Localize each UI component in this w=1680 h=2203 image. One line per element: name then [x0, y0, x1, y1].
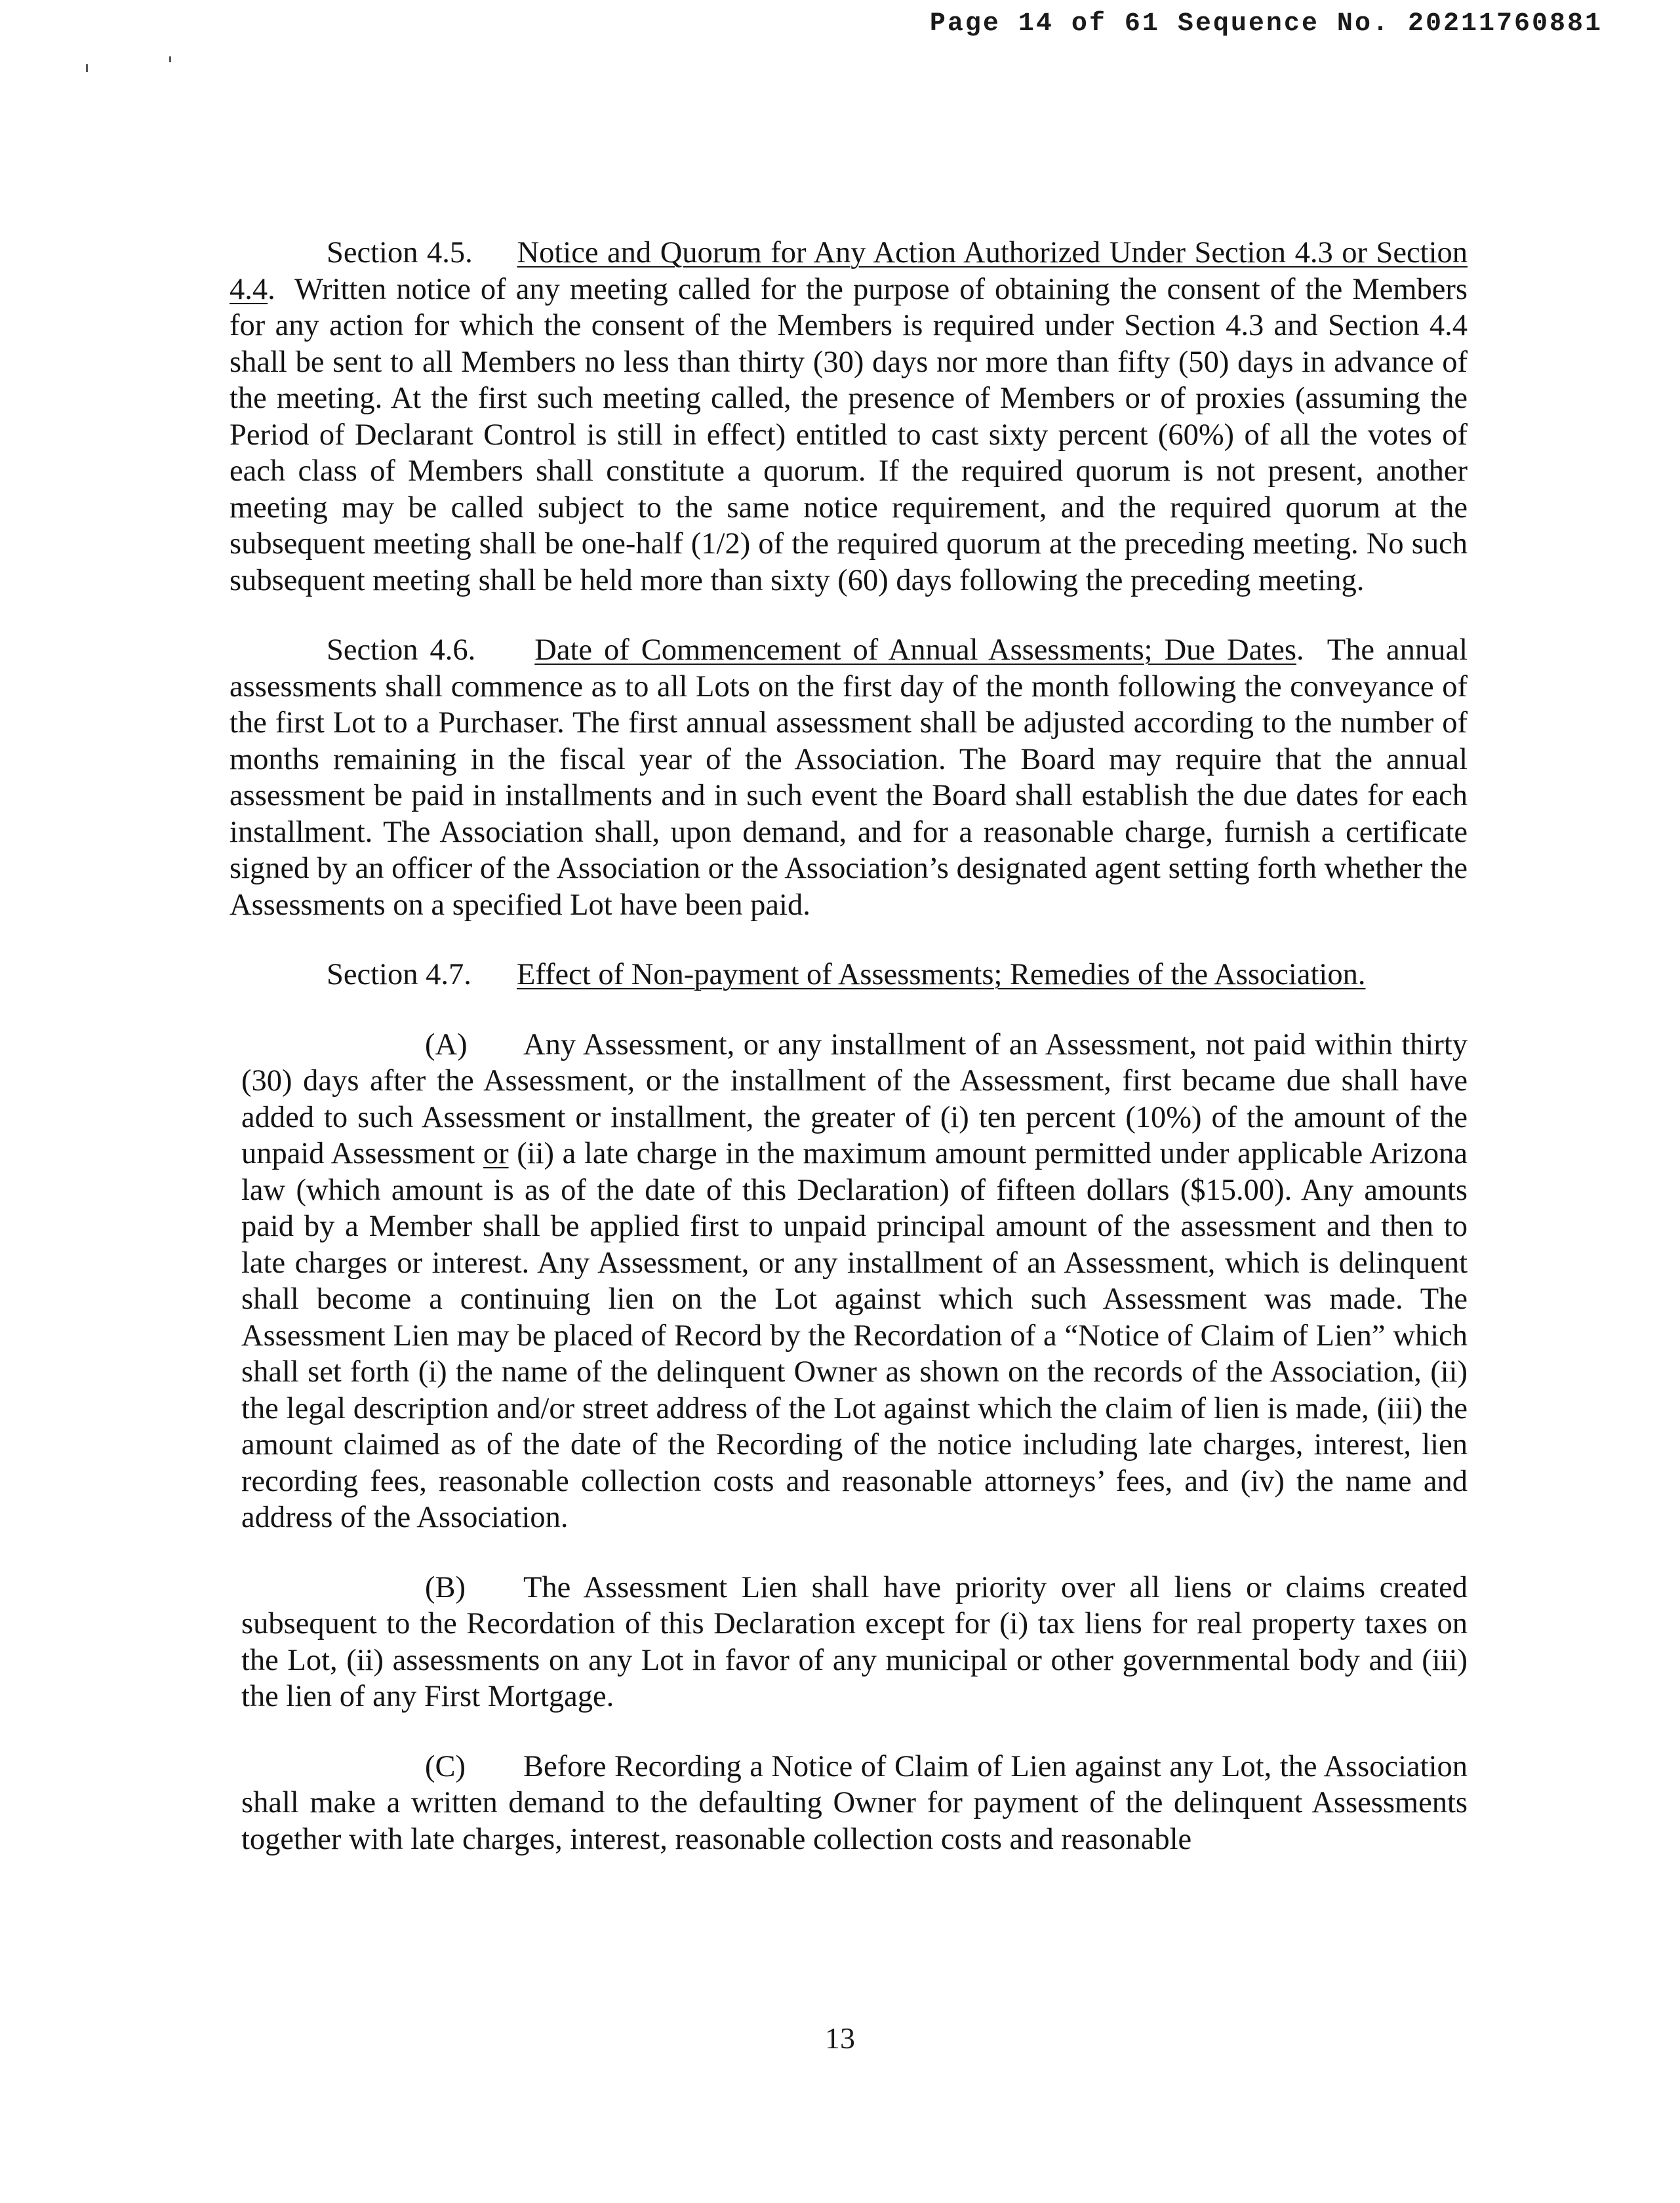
- section-4-5-number: Section 4.5.: [327, 236, 473, 269]
- page-number: 13: [825, 2021, 855, 2055]
- section-4-5-heading-period: .: [268, 272, 275, 306]
- subsection-c-body: Before Recording a Notice of Claim of Lien against any Lot, the Association shall make a written demand to the defaulting Owner for payment of the delinquent Assessments together with late charges, interest, reasonable collection costs and reasonable: [241, 1749, 1468, 1856]
- subsection-a-body-part2: (ii) a late charge in the maximum amount permitted under applicable Arizona law (which amount is as of the date of this Declaration) of fifteen dollars ($15.00). Any amounts paid by a Member shall be applied first to unpaid principal amount of the assessment and then to late charges or interest. Any Assessment, or any installment of an Assessment, which is delinquent shall become a continuing lien on the Lot against which such Assessment was made. The Assessment Lien may be placed of Record by the Recordation of a “Notice of Claim of Lien” which shall set forth (i) the name of the delinquent Owner as shown on the records of the Association, (ii) the legal description and/or street address of the Lot against which the claim of lien is made, (iii) the amount claimed as of the date of the Recording of the notice including late charges, interest, lien recording fees, reasonable collection costs and reasonable attorneys’ fees, and (iv) the name and address of the Association.: [241, 1137, 1468, 1534]
- subsection-b-paragraph: [230, 1570, 1468, 1715]
- section-4-7-number: Section 4.7.: [327, 958, 471, 991]
- subsection-c-label: (C): [425, 1749, 466, 1783]
- section-4-7-heading-line: [230, 957, 1468, 993]
- section-4-5-paragraph: [230, 235, 1468, 599]
- section-4-5-heading: Notice and Quorum for Any Action Authorized Under Section 4.3 or Section 4.4: [230, 236, 1468, 306]
- section-4-5-body: Written notice of any meeting called for the purpose of obtaining the consent of the Members for any action for which the consent of the Members is required under Section 4.3 and Section 4.4 shall be sent to all Members no less than thirty (30) days nor more than fifty (50) days in advance of the meeting. At the first such meeting called, the presence of Members or of proxies (assuming the Period of Declarant Control is still in effect) entitled to cast sixty percent (60%) of all the votes of each class of Members shall constitute a quorum. If the required quorum is not present, another meeting may be called subject to the same notice requirement, and the required quorum at the subsequent meeting shall be one-half (1/2) of the required quorum at the preceding meeting. No such subsequent meeting shall be held more than sixty (60) days following the preceding meeting.: [230, 272, 1468, 597]
- section-4-6-paragraph: [230, 632, 1468, 923]
- document-body: [230, 235, 1468, 1891]
- subsection-c-paragraph: [230, 1749, 1468, 1858]
- subsection-a-body-part1: Any Assessment, or any installment of an Assessment, not paid within thirty (30) days after the Assessment, or the installment of the Assessment, first became due shall have added to such Assessment or installment, the greater of (i) ten percent (10%) of the amount of the unpaid Assessment: [241, 1027, 1468, 1170]
- section-4-6-heading-period: .: [1296, 633, 1304, 667]
- section-4-6-heading: Date of Commencement of Annual Assessments; Due Dates: [534, 633, 1296, 667]
- section-4-6-number: Section 4.6.: [327, 633, 476, 667]
- section-4-6-body: The annual assessments shall commence as to all Lots on the first day of the month following the conveyance of the first Lot to a Purchaser. The first annual assessment shall be adjusted according to the number of months remaining in the fiscal year of the Association. The Board may require that the annual assessment be paid in installments and in such event the Board shall establish the due dates for each installment. The Association shall, upon demand, and for a reasonable charge, furnish a certificate signed by an officer of the Association or the Association’s designated agent setting forth whether the Assessments on a specified Lot have been paid.: [230, 633, 1468, 922]
- page-sequence-header: Page 14 of 61 Sequence No. 20211760881: [929, 9, 1603, 39]
- scan-speck: [169, 56, 171, 62]
- section-4-7-heading: Effect of Non-payment of Assessments; Remedies of the Association.: [517, 958, 1366, 991]
- scan-speck: [86, 64, 88, 72]
- subsection-a-label: (A): [425, 1027, 468, 1062]
- subsection-b-label: (B): [425, 1570, 466, 1604]
- subsection-a-or-emphasis: or: [483, 1137, 509, 1170]
- subsection-a-paragraph: [230, 1027, 1468, 1536]
- subsection-b-body: The Assessment Lien shall have priority over all liens or claims created subsequent to the Recordation of this Declaration except for (i) tax liens for real property taxes on the Lot, (ii) assessments on any Lot in favor of any municipal or other governmental body and (iii) the lien of any First Mortgage.: [241, 1570, 1468, 1713]
